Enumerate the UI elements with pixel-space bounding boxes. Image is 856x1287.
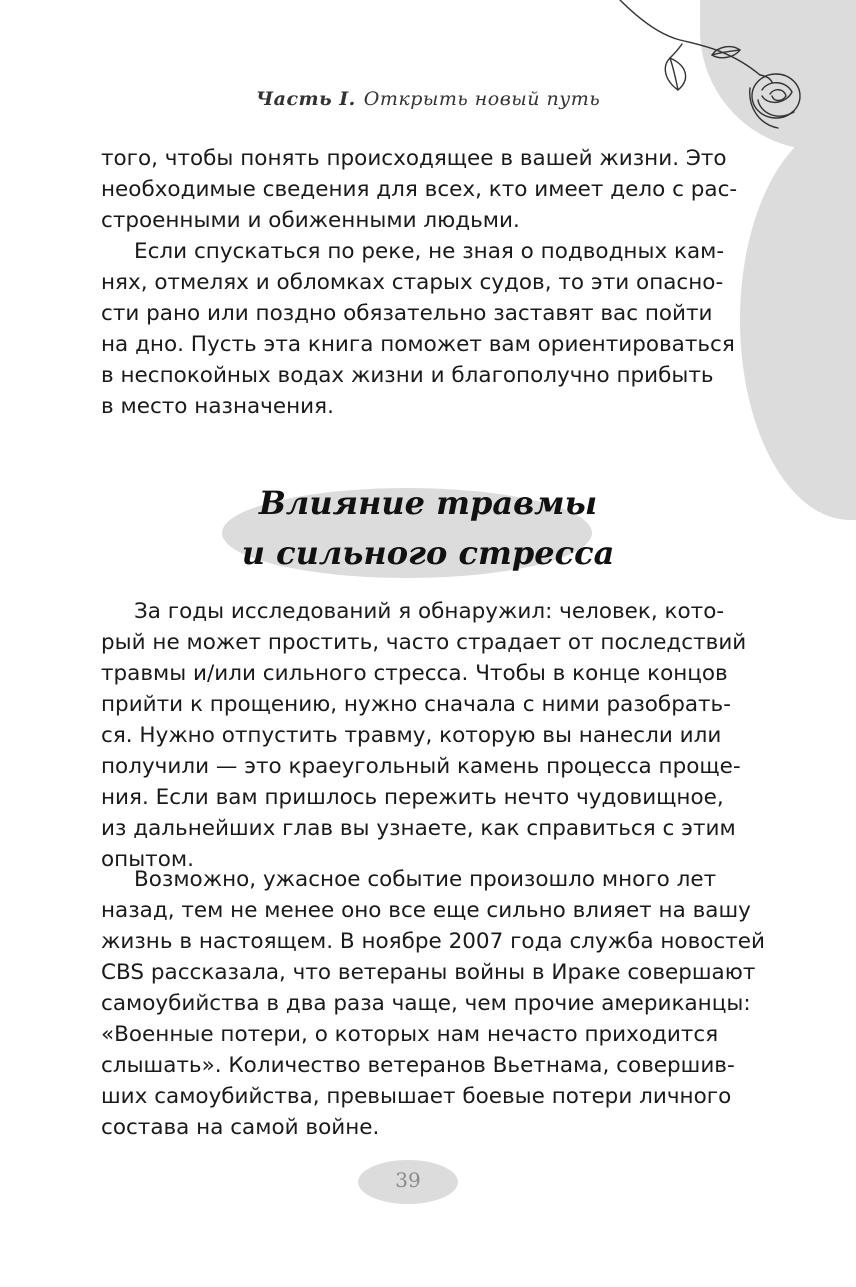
text-line: сти рано или поздно обязательно заставят вас пойти	[101, 301, 713, 326]
text-line: состава на самой войне.	[101, 1115, 380, 1140]
text-line: Возможно, ужасное событие произошло много лет	[134, 867, 717, 892]
text-line: «Военные потери, о которых нам нечасто приходится	[101, 1022, 719, 1047]
header-part: Часть I.	[255, 88, 356, 110]
text-line: прийти к прощению, нужно сначала с ними разобрать-	[101, 692, 731, 717]
page-number: 39	[395, 1168, 421, 1192]
intro-paragraph-1	[101, 143, 738, 236]
text-line: на дно. Пусть эта книга поможет вам ориентироваться	[101, 332, 735, 357]
text-line: травмы и/или сильного стресса. Чтобы в конце концов	[101, 661, 728, 686]
body-paragraph-2	[101, 864, 765, 1143]
text-line: строенными и обиженными людьми.	[101, 208, 520, 233]
text-line: слышать». Количество ветеранов Вьетнама, совершив-	[101, 1053, 735, 1078]
text-line: назад, тем не менее оно все еще сильно влияет на вашу	[101, 898, 751, 923]
text-line: получили — это краеугольный камень процесса проще-	[101, 754, 741, 779]
text-line: Если спускаться по реке, не зная о подводных кам-	[134, 239, 725, 264]
text-line: необходимые сведения для всех, кто имеет дело с рас-	[101, 177, 738, 202]
section-heading	[0, 478, 856, 578]
intro-paragraph-2	[101, 236, 735, 422]
heading-line-1: Влияние травмы	[258, 484, 598, 522]
text-line: опытом.	[101, 847, 194, 872]
decorative-blob-right	[740, 120, 856, 520]
heading-line-2: и сильного стресса	[241, 534, 615, 572]
text-line: ся. Нужно отпустить травму, которую вы нанесли или	[101, 723, 722, 748]
header-title: Открыть новый путь	[363, 88, 601, 110]
text-line: нях, отмелях и обломках старых судов, то эти опасно-	[101, 270, 724, 295]
running-header	[0, 88, 856, 110]
text-line: из дальнейших глав вы узнаете, как справиться с этим	[101, 816, 736, 841]
text-line: ших самоубийства, превышает боевые потери личного	[101, 1084, 732, 1109]
text-line: рый не может простить, часто страдает от последствий	[101, 630, 747, 655]
text-line: в место назначения.	[101, 394, 334, 419]
text-line: того, чтобы понять происходящее в вашей жизни. Это	[101, 146, 727, 171]
text-line: жизнь в настоящем. В ноябре 2007 года служба новостей	[101, 929, 765, 954]
text-line: самоубийства в два раза чаще, чем прочие американцы:	[101, 991, 751, 1016]
text-line: За годы исследований я обнаружил: человек, кото-	[134, 599, 725, 624]
text-line: ния. Если вам пришлось пережить нечто чудовищное,	[101, 785, 724, 810]
body-paragraph-1	[101, 596, 747, 875]
text-line: в неспокойных водах жизни и благополучно прибыть	[101, 363, 714, 388]
text-line: CBS рассказала, что ветераны войны в Ираке совершают	[101, 960, 756, 985]
rose-illustration-icon	[600, 0, 856, 150]
